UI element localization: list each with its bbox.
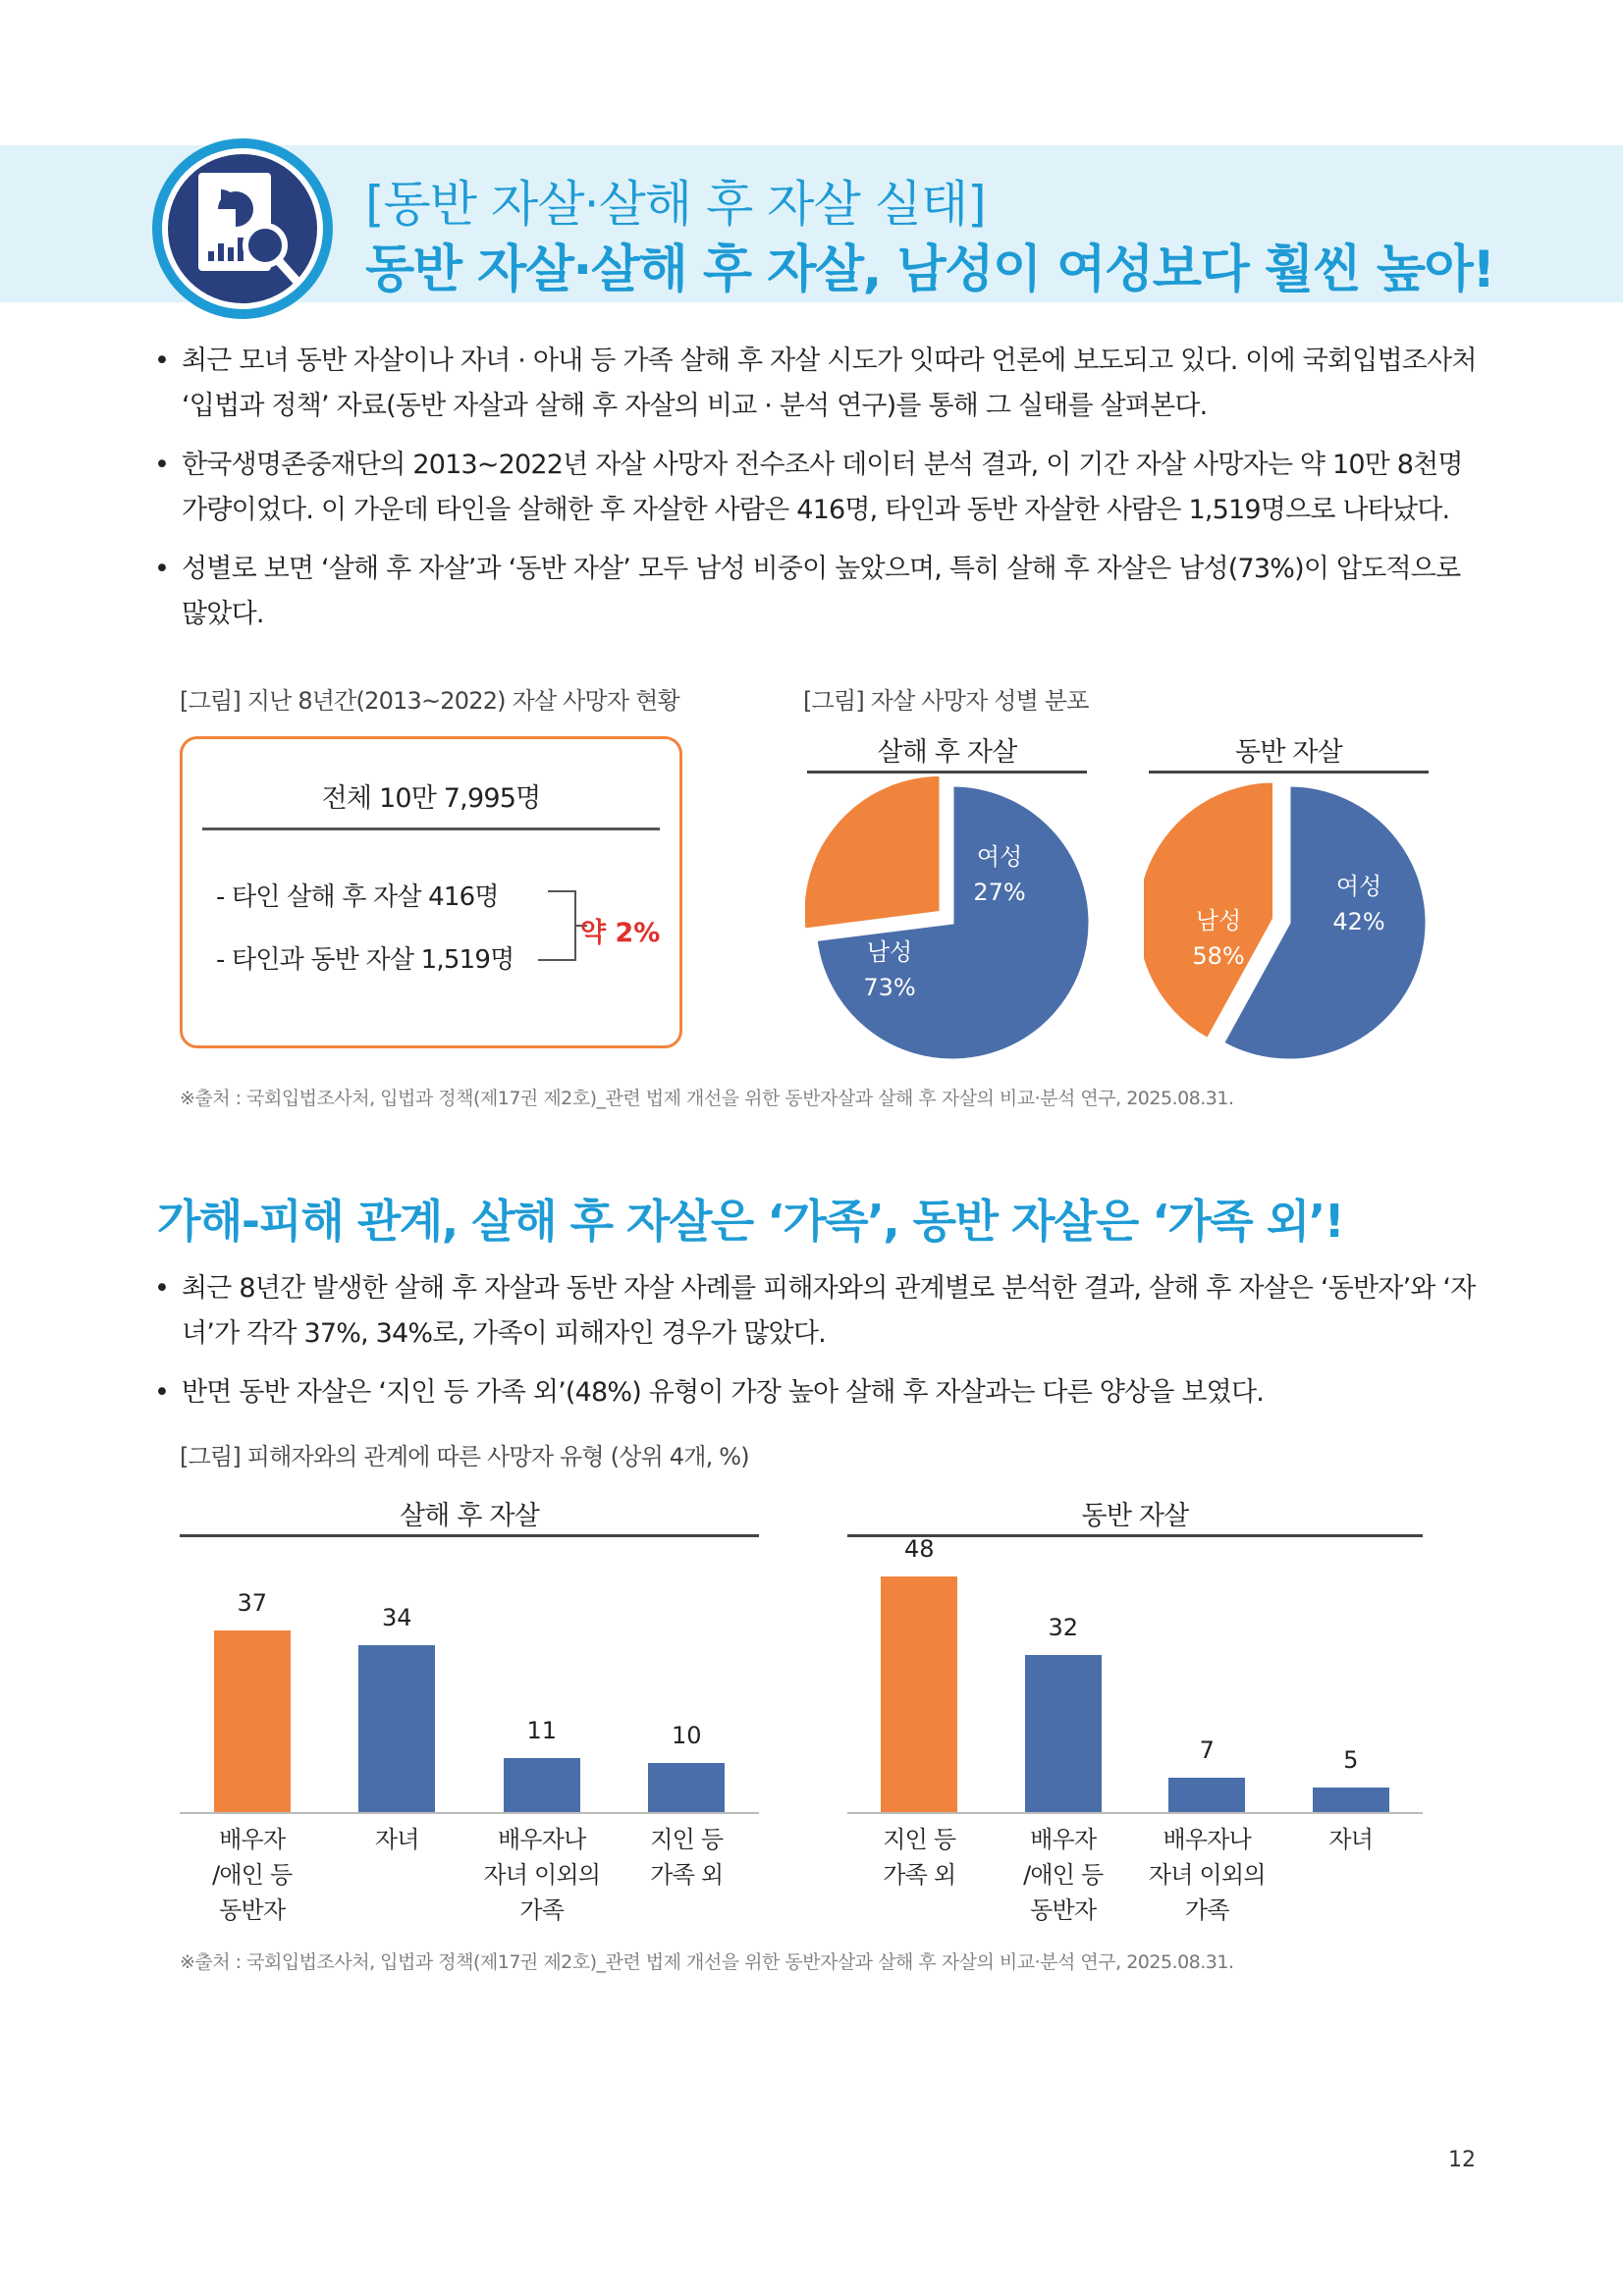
- bar1-category-label: 지인 등 가족 외: [650, 1826, 724, 1889]
- page-number: 12: [1448, 2148, 1476, 2172]
- summary-total: 전체 10만 7,995명: [321, 783, 541, 814]
- section2-bullets: [152, 1266, 1483, 1429]
- pie1-female-name: 여성: [976, 843, 1023, 871]
- section1-bullets: [152, 339, 1483, 651]
- bar1-value-label: 10: [671, 1722, 702, 1749]
- section2-title: 가해-피해 관계, 살해 후 자살은 ‘가족’, 동반 자살은 ‘가족 외’!: [157, 1195, 1344, 1248]
- bar2-bar: [881, 1576, 957, 1812]
- bullet-item: • 최근 모녀 동반 자살이나 자녀 · 아내 등 가족 살해 후 자살 시도가 잇따라 언론에 보도되고 있다. 이에 국회입법조사처 ‘입법과 정책’ 자료(동반 자살과 살해 후 자살의 비교 · 분석 연구)를 통해 그 실태를 살펴본다.: [152, 339, 1483, 429]
- pie1-title: 살해 후 자살: [877, 737, 1017, 768]
- bullet-item: • 반면 동반 자살은 ‘지인 등 가족 외’(48%) 유형이 가장 높아 살해 후 자살과는 다른 양상을 보였다.: [152, 1370, 1483, 1415]
- bar2-value-label: 5: [1343, 1746, 1359, 1774]
- pie1-title-rule: [807, 771, 1087, 774]
- summary-item-joint-suicide: - 타인과 동반 자살 1,519명: [216, 945, 514, 975]
- bar1-bar: [504, 1758, 580, 1812]
- pie1-slice-female: [805, 775, 941, 930]
- header-subtitle: [동반 자살·살해 후 자살 실태]: [365, 176, 986, 233]
- pie2-label-male: [1179, 903, 1258, 974]
- bar1-value-label: 34: [381, 1604, 412, 1631]
- bullet-item: • 성별로 보면 ‘살해 후 자살’과 ‘동반 자살’ 모두 남성 비중이 높았으며, 특히 살해 후 자살은 남성(73%)이 압도적으로 많았다.: [152, 547, 1483, 637]
- bar2-category-label: 배우자 /애인 등 동반자: [1023, 1826, 1104, 1924]
- source-note-2: ※출처 : 국회입법조사처, 입법과 정책(제17권 제2호)_관련 법제 개선을 위한 동반자살과 살해 후 자살의 비교·분석 연구, 2025.08.31.: [180, 1951, 1234, 1973]
- pie1-male-value: 73%: [863, 974, 916, 1001]
- pie2-female-name: 여성: [1335, 873, 1382, 900]
- bar2-bar: [1168, 1778, 1245, 1812]
- pie2-title: 동반 자살: [1235, 737, 1342, 768]
- bar2-bar: [1025, 1655, 1102, 1812]
- bar2-bar: [1313, 1788, 1389, 1812]
- bar2-category-label: 자녀: [1328, 1826, 1374, 1853]
- pie2-female-value: 42%: [1332, 908, 1385, 935]
- summary-box: [180, 736, 682, 1048]
- bullet-item: • 최근 8년간 발생한 살해 후 자살과 동반 자살 사례를 피해자와의 관계별로 분석한 결과, 살해 후 자살은 ‘동반자’와 ‘자녀’가 각각 37%, 34%로, 가족이 피해자인 경우가 많았다.: [152, 1266, 1483, 1357]
- bar1-value-label: 37: [237, 1589, 268, 1617]
- bar2-category-label: 배우자나 자녀 이외의 가족: [1148, 1826, 1266, 1924]
- pie2-male-name: 남성: [1195, 907, 1242, 934]
- pie1-label-male: [850, 934, 929, 1005]
- bar1-bar: [214, 1630, 291, 1812]
- bar1-bar: [358, 1645, 435, 1812]
- bar1-chart: [180, 1531, 759, 1944]
- bar1-bar: [648, 1763, 725, 1812]
- summary-item-murder-suicide: - 타인 살해 후 자살 416명: [216, 882, 499, 912]
- pie1-male-name: 남성: [866, 938, 913, 966]
- figure3-caption: [그림] 피해자와의 관계에 따른 사망자 유형 (상위 4개, %): [180, 1443, 749, 1470]
- pie1-chart: [805, 775, 1100, 1070]
- bar2-value-label: 48: [903, 1535, 935, 1563]
- summary-bracket: [183, 739, 679, 1045]
- bar2-baseline: [847, 1812, 1423, 1814]
- bar2-value-label: 32: [1048, 1614, 1079, 1641]
- pie2-title-rule: [1149, 771, 1429, 774]
- bar1-category-label: 배우자 /애인 등 동반자: [212, 1826, 293, 1924]
- summary-share: 약 2%: [580, 918, 661, 948]
- pie2-male-value: 58%: [1192, 942, 1245, 970]
- figure1-caption: [그림] 지난 8년간(2013~2022) 자살 사망자 현황: [180, 687, 679, 715]
- pie1-label-female: [960, 839, 1039, 910]
- bar1-title: 살해 후 자살: [400, 1501, 539, 1531]
- report-magnifier-icon: [149, 135, 336, 322]
- bar1-value-label: 11: [526, 1717, 558, 1744]
- bar2-value-label: 7: [1199, 1736, 1215, 1764]
- figure2-caption: [그림] 자살 사망자 성별 분포: [803, 687, 1089, 715]
- source-note-1: ※출처 : 국회입법조사처, 입법과 정책(제17권 제2호)_관련 법제 개선을 위한 동반자살과 살해 후 자살의 비교·분석 연구, 2025.08.31.: [180, 1088, 1234, 1109]
- bar2-category-label: 지인 등 가족 외: [883, 1826, 956, 1889]
- bar1-category-label: 배우자나 자녀 이외의 가족: [483, 1826, 601, 1924]
- bar1-category-label: 자녀: [374, 1826, 419, 1853]
- bullet-item: • 한국생명존중재단의 2013~2022년 자살 사망자 전수조사 데이터 분석 결과, 이 기간 자살 사망자는 약 10만 8천명가량이었다. 이 가운데 타인을 살해한 후 자살한 사람은 416명, 타인과 동반 자살한 사람은 1,519명으로 나타났다.: [152, 443, 1483, 533]
- header-title: 동반 자살·살해 후 자살, 남성이 여성보다 훨씬 높아!: [365, 240, 1494, 299]
- pie1-female-value: 27%: [973, 879, 1026, 906]
- bar1-baseline: [180, 1812, 759, 1814]
- bar2-chart: [847, 1531, 1423, 1944]
- bar2-title: 동반 자살: [1081, 1501, 1189, 1531]
- pie2-label-female: [1320, 869, 1398, 939]
